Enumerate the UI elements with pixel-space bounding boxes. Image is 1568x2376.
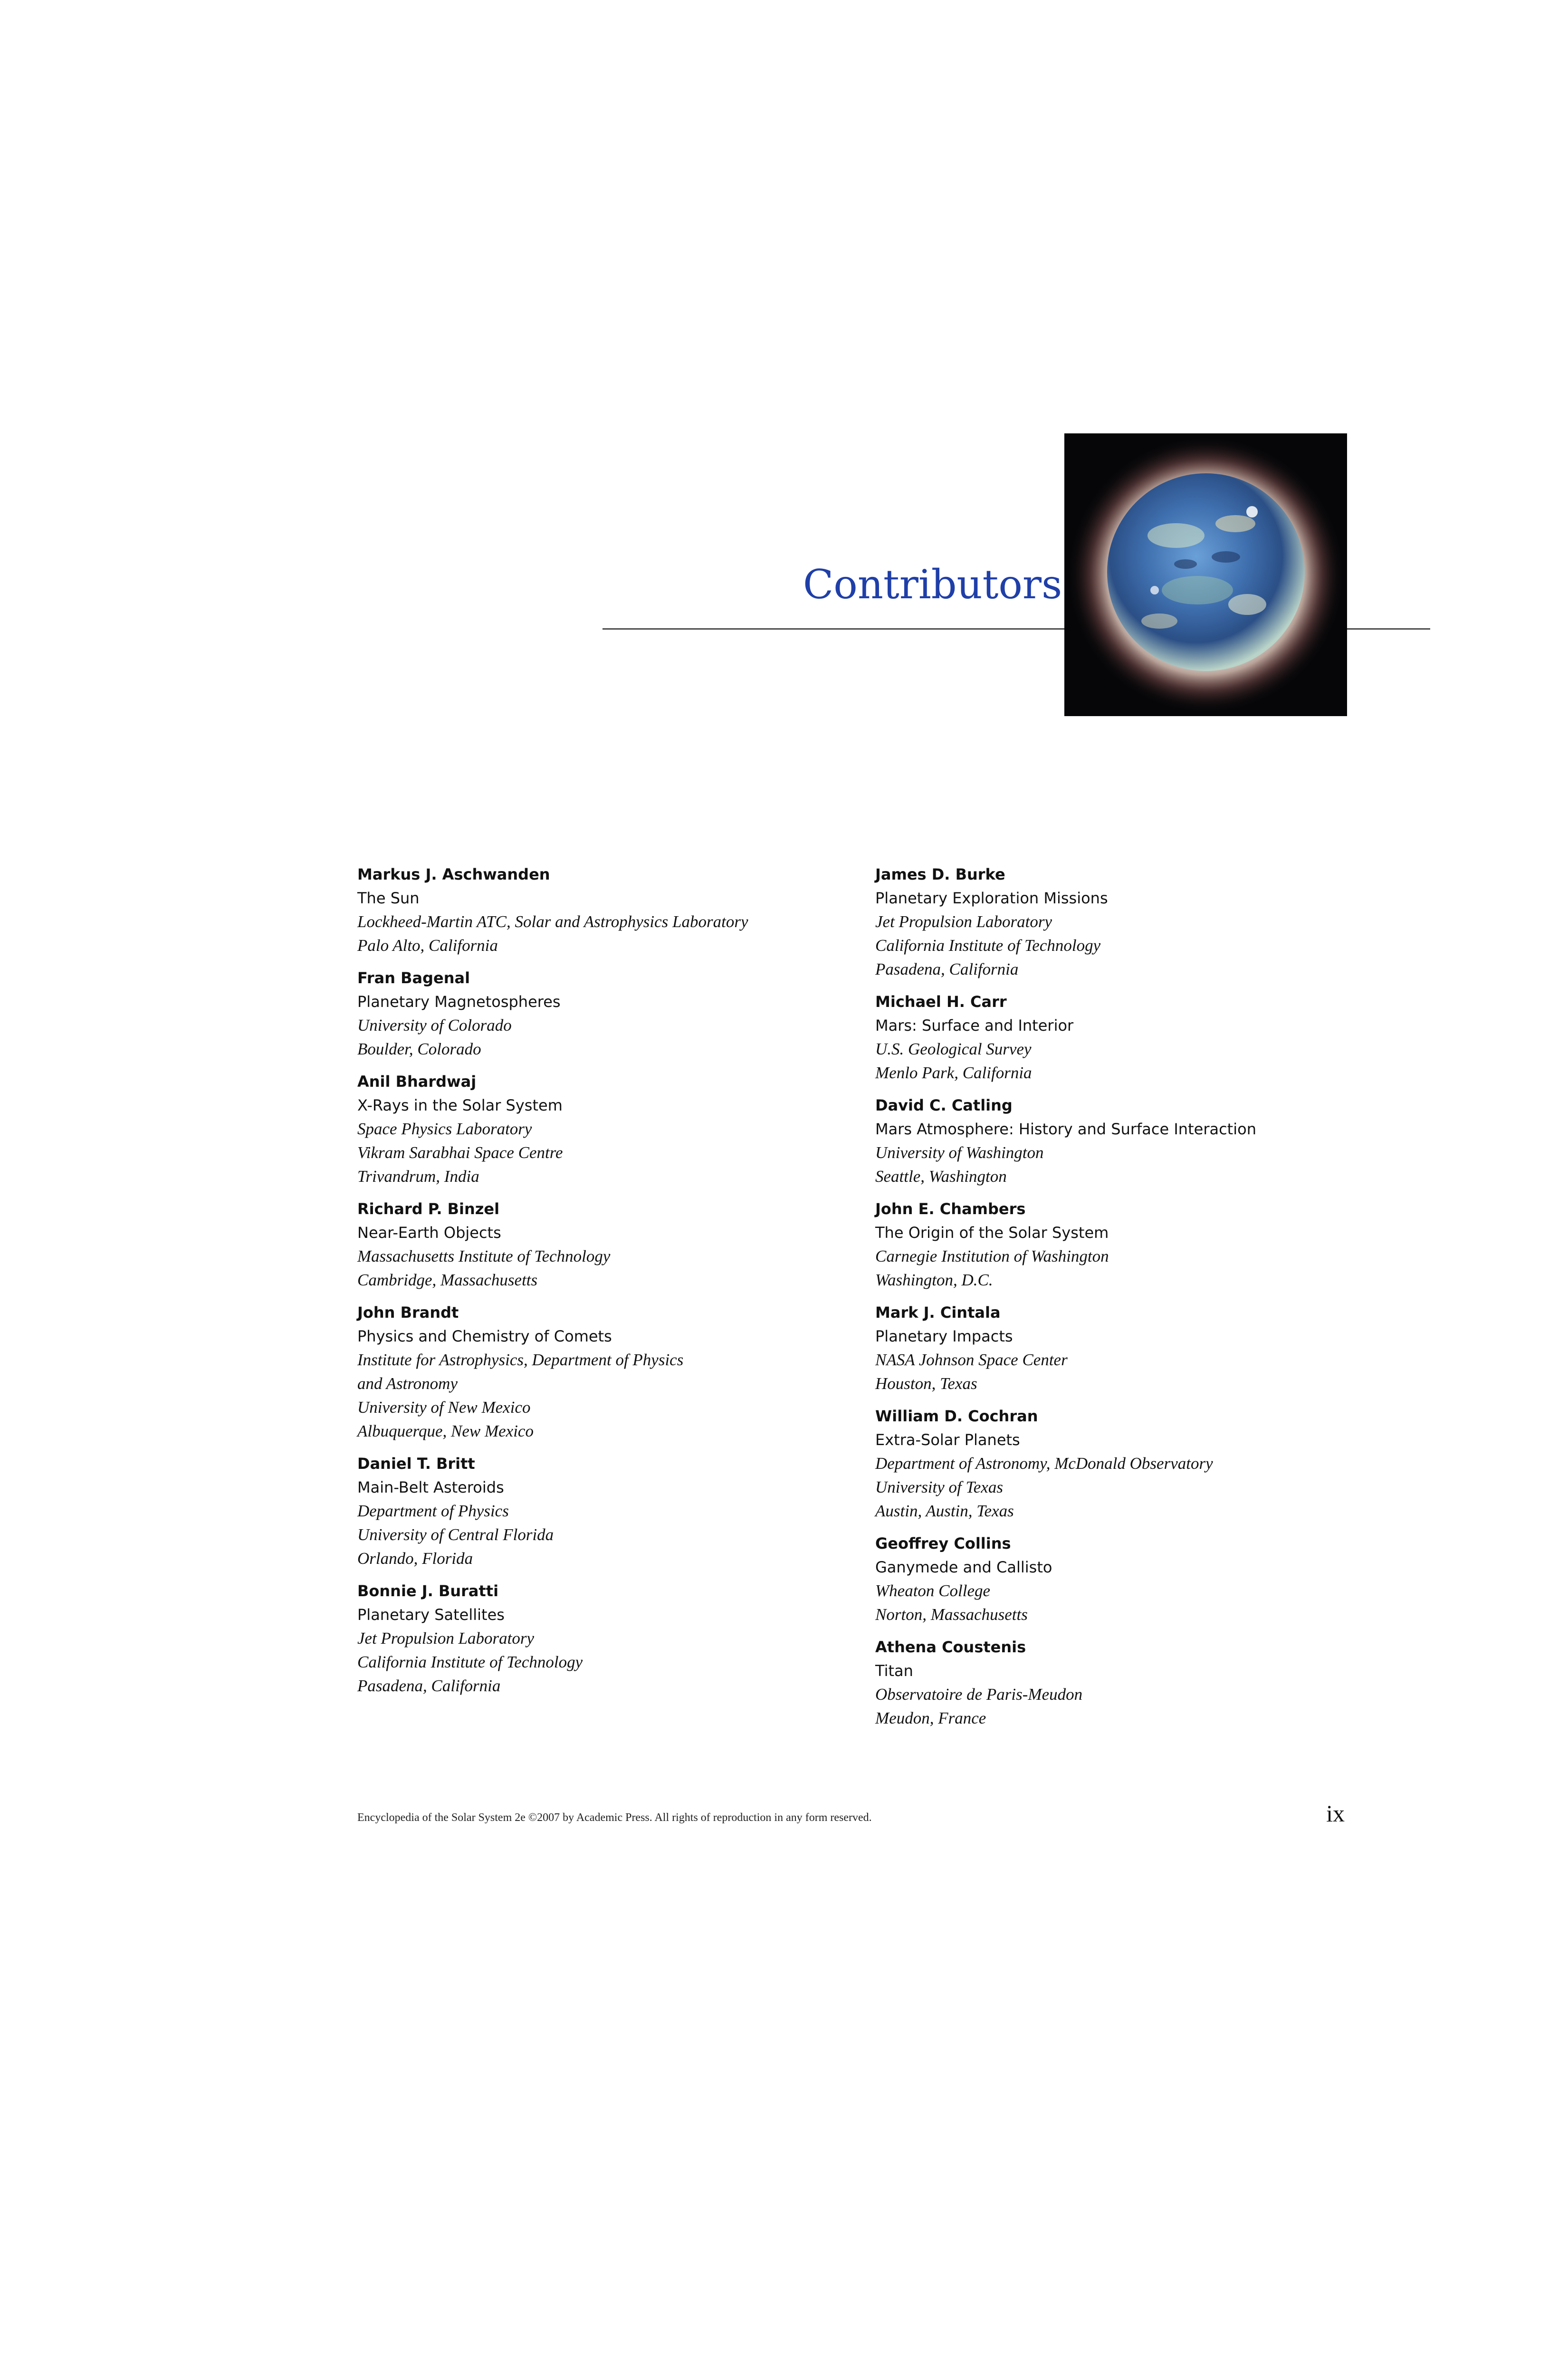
contributor-affiliation: Space Physics Laboratory	[357, 1120, 532, 1138]
contributor-name: William D. Cochran	[875, 1407, 1038, 1425]
contributor-topic: X-Rays in the Solar System	[357, 1096, 563, 1114]
contributor-topic: The Sun	[357, 889, 420, 907]
contributor-name: Richard P. Binzel	[357, 1200, 500, 1218]
contributor-affiliation: Massachusetts Institute of Technology	[357, 1247, 611, 1265]
contributor-topic: The Origin of the Solar System	[875, 1224, 1109, 1242]
contributor-topic: Extra-Solar Planets	[875, 1431, 1020, 1449]
contributor-affiliation: and Astronomy	[357, 1374, 458, 1393]
contributor-topic: Planetary Exploration Missions	[875, 889, 1108, 907]
contributors-left-column	[357, 862, 856, 1706]
contributor-topic: Planetary Magnetospheres	[357, 993, 561, 1011]
contributor-affiliation: California Institute of Technology	[357, 1653, 583, 1671]
contributor-affiliation: U.S. Geological Survey	[875, 1040, 1032, 1058]
contributor-affiliation: Boulder, Colorado	[357, 1040, 481, 1058]
page-title: Contributors	[803, 561, 1062, 608]
contributor-affiliation: Department of Physics	[357, 1502, 509, 1520]
contributor-affiliation: Albuquerque, New Mexico	[357, 1422, 534, 1440]
contributor-affiliation: University of Central Florida	[357, 1525, 554, 1544]
contributor-name: Bonnie J. Buratti	[357, 1582, 499, 1600]
contributor-entry	[357, 1197, 856, 1292]
contributor-affiliation: Austin, Austin, Texas	[875, 1502, 1014, 1520]
contributor-topic: Mars: Surface and Interior	[875, 1016, 1074, 1035]
contributor-entry	[875, 1197, 1422, 1292]
contributor-affiliation: Trivandrum, India	[357, 1167, 479, 1186]
contributor-affiliation: Meudon, France	[875, 1709, 986, 1727]
contributor-entry	[875, 1301, 1422, 1396]
contributor-name: Anil Bhardwaj	[357, 1073, 477, 1091]
contributor-affiliation: Department of Astronomy, McDonald Observatory	[875, 1454, 1213, 1473]
page-number: ix	[1326, 1800, 1345, 1827]
contributor-topic: Planetary Impacts	[875, 1327, 1013, 1345]
contributor-entry	[357, 1452, 856, 1571]
contributor-entry	[875, 1404, 1422, 1523]
contributor-entry	[875, 990, 1422, 1085]
copyright-notice: Encyclopedia of the Solar System 2e ©2007 by Academic Press. All rights of reproduction in any form reserved.	[357, 1811, 872, 1824]
contributor-name: Fran Bagenal	[357, 969, 470, 987]
contributor-topic: Planetary Satellites	[357, 1606, 505, 1624]
contributor-affiliation: Seattle, Washington	[875, 1167, 1007, 1186]
contributor-topic: Near-Earth Objects	[357, 1224, 501, 1242]
contributor-entry	[357, 1579, 856, 1698]
contributor-affiliation: University of New Mexico	[357, 1398, 531, 1417]
contributor-affiliation: Pasadena, California	[357, 1677, 501, 1695]
contributor-affiliation: NASA Johnson Space Center	[875, 1351, 1068, 1369]
solar-corona-image	[1064, 433, 1347, 716]
contributor-affiliation: Norton, Massachusetts	[875, 1605, 1028, 1624]
contributors-right-column	[875, 862, 1422, 1739]
contributor-affiliation: Wheaton College	[875, 1581, 991, 1600]
contributor-entry	[357, 862, 856, 958]
contributor-affiliation: Orlando, Florida	[357, 1549, 473, 1568]
contributor-entry	[875, 1635, 1422, 1730]
contributor-affiliation: Cambridge, Massachusetts	[357, 1271, 538, 1289]
contributor-affiliation: Observatoire de Paris-Meudon	[875, 1685, 1083, 1704]
contributor-name: Geoffrey Collins	[875, 1534, 1011, 1552]
contributor-affiliation: Palo Alto, California	[357, 936, 498, 955]
contributor-topic: Main-Belt Asteroids	[357, 1478, 504, 1496]
contributor-topic: Mars Atmosphere: History and Surface Interaction	[875, 1120, 1256, 1138]
contributor-affiliation: Pasadena, California	[875, 960, 1019, 978]
contributor-affiliation: Jet Propulsion Laboratory	[875, 912, 1052, 931]
contributor-name: Athena Coustenis	[875, 1638, 1026, 1656]
contributor-name: David C. Catling	[875, 1096, 1013, 1114]
contributor-affiliation: Lockheed-Martin ATC, Solar and Astrophysics Laboratory	[357, 912, 748, 931]
contributor-entry	[357, 966, 856, 1061]
contributor-entry	[875, 1093, 1422, 1188]
contributor-name: Michael H. Carr	[875, 993, 1007, 1011]
contributor-entry	[357, 1070, 856, 1188]
contributor-affiliation: University of Colorado	[357, 1016, 512, 1035]
contributor-affiliation: Carnegie Institution of Washington	[875, 1247, 1109, 1265]
contributor-topic: Ganymede and Callisto	[875, 1558, 1052, 1576]
contributor-affiliation: Houston, Texas	[875, 1374, 977, 1393]
contributor-affiliation: Institute for Astrophysics, Department of Physics	[357, 1351, 684, 1369]
contributor-affiliation: University of Washington	[875, 1143, 1044, 1162]
contributor-entry	[875, 1532, 1422, 1627]
contributor-affiliation: California Institute of Technology	[875, 936, 1101, 955]
contributor-name: Daniel T. Britt	[357, 1455, 475, 1473]
contributor-affiliation: Jet Propulsion Laboratory	[357, 1629, 535, 1648]
contributor-affiliation: Vikram Sarabhai Space Centre	[357, 1143, 563, 1162]
contributor-name: Markus J. Aschwanden	[357, 865, 550, 883]
contributor-affiliation: University of Texas	[875, 1478, 1003, 1496]
contributor-name: James D. Burke	[875, 865, 1005, 883]
contributor-name: Mark J. Cintala	[875, 1303, 1001, 1322]
contributor-entry	[357, 1301, 856, 1443]
contributor-topic: Titan	[875, 1662, 913, 1680]
contributor-name: John Brandt	[357, 1303, 459, 1322]
contributor-entry	[875, 862, 1422, 981]
contributor-affiliation: Menlo Park, California	[875, 1063, 1032, 1082]
contributor-affiliation: Washington, D.C.	[875, 1271, 993, 1289]
contributor-name: John E. Chambers	[875, 1200, 1026, 1218]
contributor-topic: Physics and Chemistry of Comets	[357, 1327, 612, 1345]
